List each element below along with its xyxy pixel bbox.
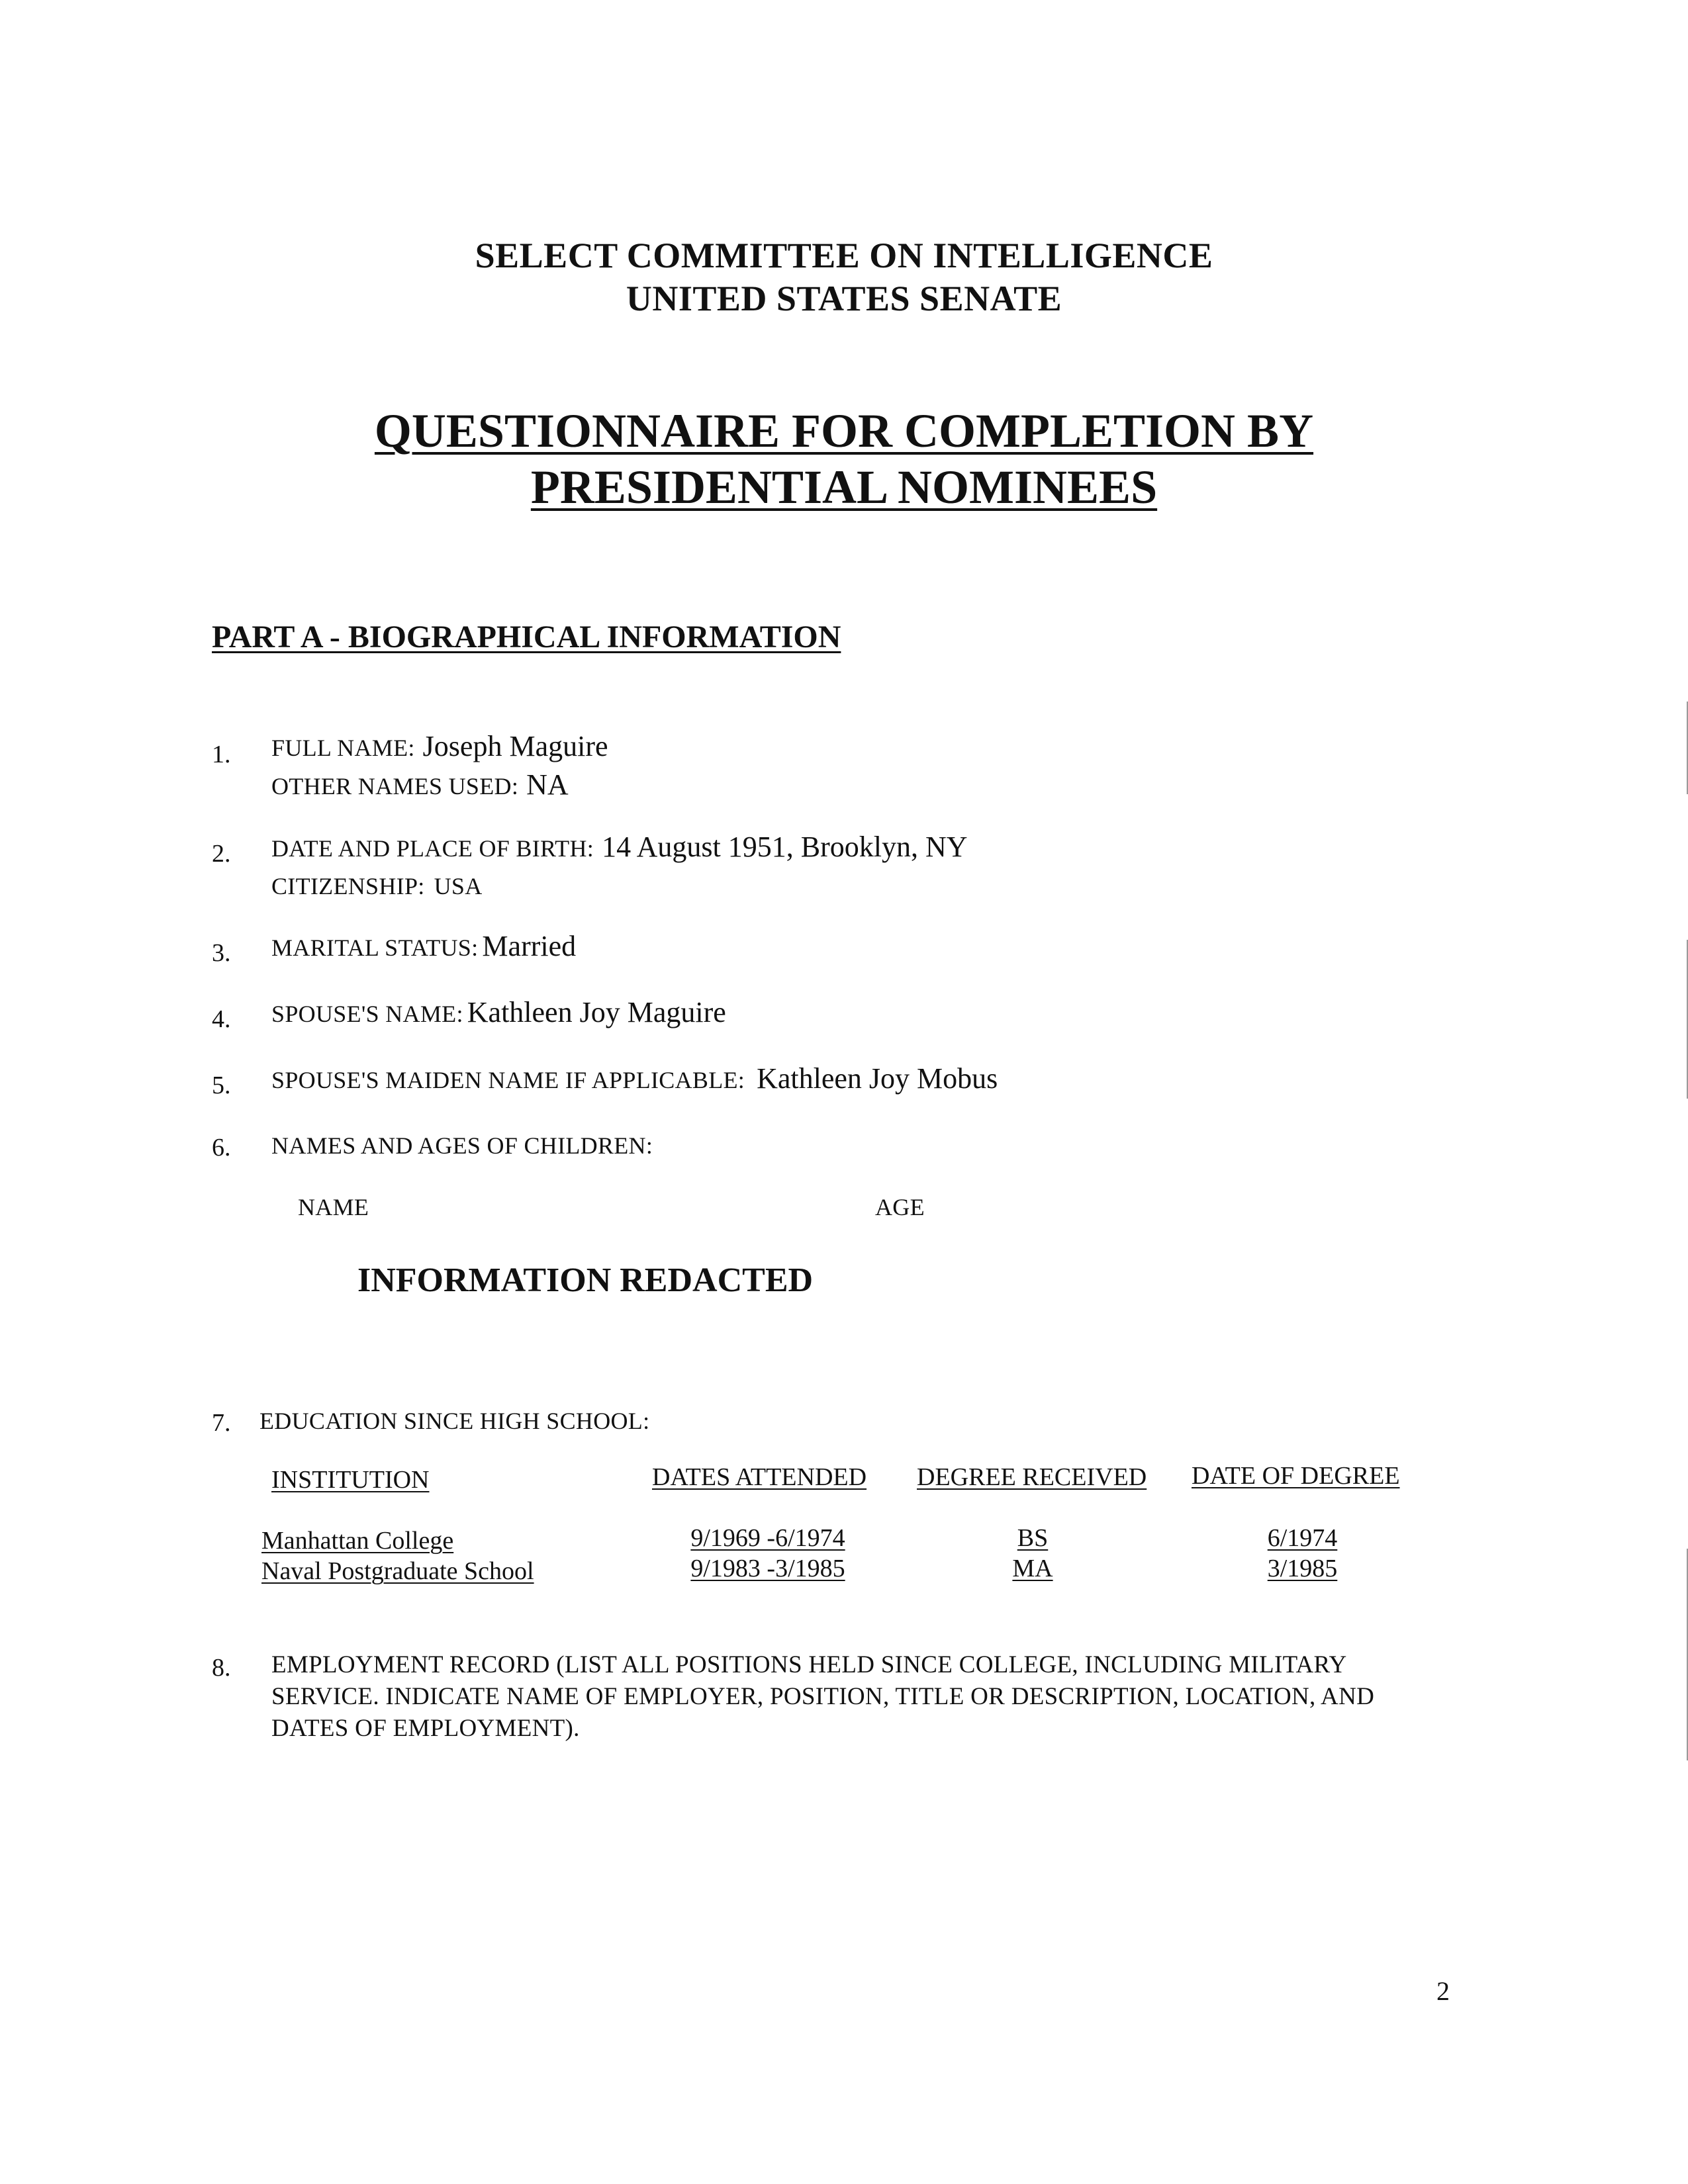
citizenship-value: USA: [434, 873, 483, 899]
redacted-notice: INFORMATION REDACTED: [357, 1261, 814, 1299]
part-a-heading: PART A - BIOGRAPHICAL INFORMATION: [212, 619, 841, 655]
spouse-name-value: Kathleen Joy Maguire: [467, 996, 726, 1028]
full-name-label: FULL NAME:: [271, 735, 415, 761]
item-7-number: 7.: [212, 1409, 231, 1437]
item-4-spouse-name: [271, 995, 726, 1029]
dates-attended-header: DATES ATTENDED: [652, 1463, 867, 1491]
item-6-number: 6.: [212, 1134, 231, 1161]
other-names-value: NA: [526, 768, 569, 801]
item-4-number: 4.: [212, 1005, 231, 1033]
item-8-number: 8.: [212, 1654, 231, 1682]
questionnaire-title-line2: PRESIDENTIAL NOMINEES: [530, 461, 1158, 514]
spouse-name-label: SPOUSE'S NAME:: [271, 1001, 463, 1027]
item-5-number: 5.: [212, 1071, 231, 1099]
committee-name: SELECT COMMITTEE ON INTELLIGENCE: [475, 236, 1213, 275]
item-2-number: 2.: [212, 840, 231, 868]
education-label: EDUCATION SINCE HIGH SCHOOL:: [259, 1408, 650, 1434]
children-name-header: NAME: [298, 1194, 369, 1220]
education-row-2-institution: Naval Postgraduate School: [261, 1557, 534, 1585]
item-2-citizenship: [271, 872, 483, 900]
education-row-1-dates: 9/1969 -6/1974: [690, 1524, 845, 1552]
education-row-1-date-of-degree: 6/1974: [1267, 1524, 1338, 1552]
education-row-1-institution: Manhattan College: [261, 1527, 454, 1555]
item-1-full-name: [271, 729, 608, 763]
marital-status-label: MARITAL STATUS:: [271, 934, 479, 961]
item-5-spouse-maiden-name: [271, 1062, 998, 1095]
full-name-value: Joseph Maguire: [422, 730, 608, 762]
children-age-header: AGE: [875, 1194, 925, 1220]
degree-received-header: DEGREE RECEIVED: [917, 1463, 1147, 1491]
date-of-degree-header: DATE OF DEGREE: [1192, 1462, 1400, 1490]
children-label: NAMES AND AGES OF CHILDREN:: [271, 1132, 653, 1159]
employment-record-instructions: EMPLOYMENT RECORD (LIST ALL POSITIONS HELD SINCE COLLEGE, INCLUDING MILITARY SERVICE. INDICATE NAME OF EMPLOYER, POSITION, TITLE OR DESCRIPTION, LOCATION, AND DATES OF EMPLOYMENT).: [271, 1651, 1375, 1742]
page-number: 2: [1436, 1976, 1450, 2006]
education-row-2-dates: 9/1983 -3/1985: [690, 1555, 845, 1582]
item-2-birth: [271, 830, 968, 864]
citizenship-label: CITIZENSHIP:: [271, 873, 425, 899]
education-row-2-date-of-degree: 3/1985: [1267, 1555, 1338, 1582]
questionnaire-title-line1: QUESTIONNAIRE FOR COMPLETION BY: [374, 404, 1314, 457]
item-3-number: 3.: [212, 939, 231, 967]
birth-value: 14 August 1951, Brooklyn, NY: [602, 831, 968, 863]
institution-header: INSTITUTION: [271, 1466, 430, 1494]
other-names-label: OTHER NAMES USED:: [271, 773, 519, 799]
spouse-maiden-name-label: SPOUSE'S MAIDEN NAME IF APPLICABLE:: [271, 1067, 745, 1093]
item-1-other-names: [271, 768, 569, 801]
education-row-2-degree: MA: [1012, 1555, 1053, 1582]
spouse-maiden-name-value: Kathleen Joy Mobus: [757, 1062, 998, 1095]
senate-name: UNITED STATES SENATE: [626, 279, 1062, 318]
item-1-number: 1.: [212, 741, 231, 768]
birth-label: DATE AND PLACE OF BIRTH:: [271, 835, 594, 862]
education-row-1-degree: BS: [1017, 1524, 1049, 1552]
item-3-marital-status: [271, 929, 576, 963]
marital-status-value: Married: [482, 930, 577, 962]
